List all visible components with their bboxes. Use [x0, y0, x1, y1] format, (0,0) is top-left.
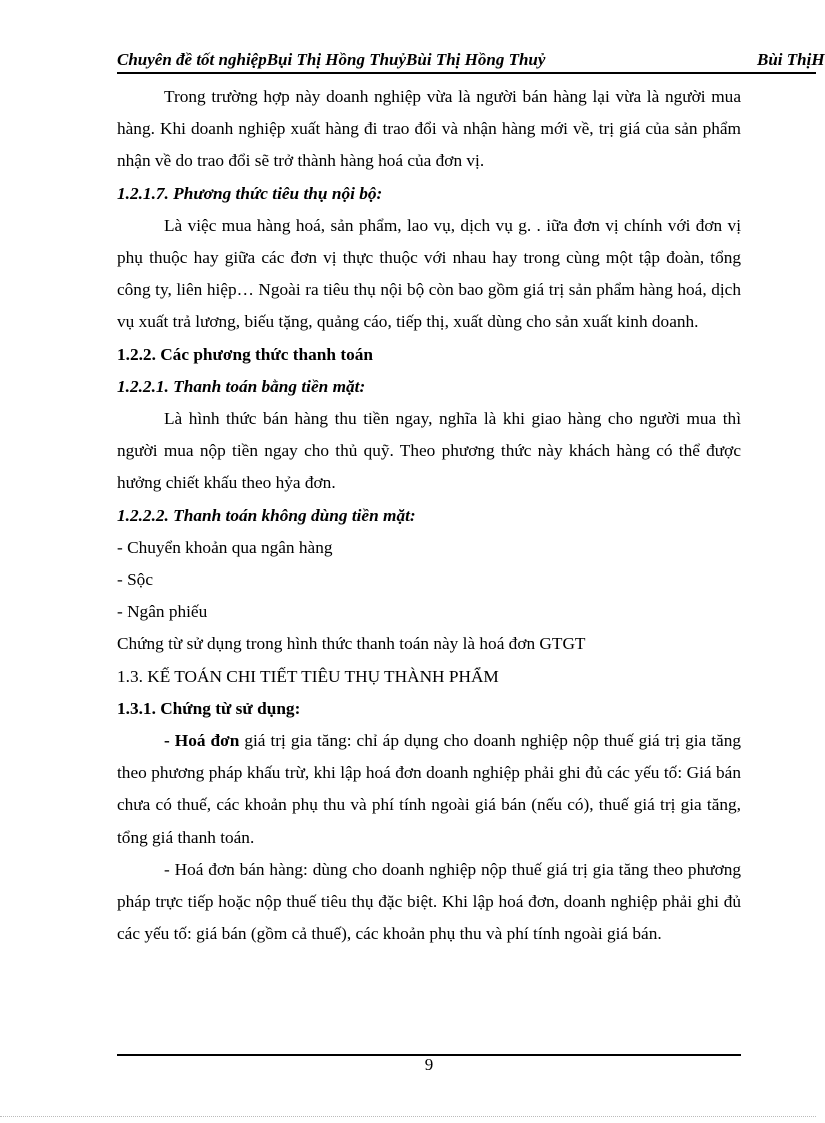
body-paragraph: - Hoá đơn bán hàng: dùng cho doanh nghiệp nộp thuế giá trị gia tăng theo phương pháp trực tiếp hoặc nộp thuế tiêu thụ đặc biệt. Khi lập hoá đơn, doanh nghiệp phải ghi đủ các yếu tố: giá bán (gồm cả thuế), các khoản phụ thu và phí tính ngoài giá bán.	[117, 859, 741, 944]
section-heading: 1.2.2. Các phương thức thanh toán	[117, 344, 373, 364]
document-body	[117, 81, 741, 950]
body-paragraph: Là hình thức bán hàng thu tiền ngay, nghĩa là khi giao hàng cho người mua thì người mua nộp tiền ngay cho thủ quỹ. Theo phương thức này khách hàng có thể được hưởng chiết khấu theo hỷa đơn.	[117, 409, 741, 493]
section-heading: 1.2.2.2. Thanh toán không dùng tiền mặt:	[117, 505, 416, 525]
body-paragraph: Là việc mua hàng hoá, sản phẩm, lao vụ, dịch vụ g. . iữa đơn vị chính với đơn vị phụ thuộc hay giữa các đơn vị thực thuộc với nhau hay trong cùng một tập đoàn, tổng công ty, liên hiệp… Ngoài ra tiêu thụ nội bộ còn bao gồm giá trị sản phẩm hàng hoá, dịch vụ xuất trả lương, biếu tặng, quảng cáo, tiếp thị, xuất dùng cho sản xuất kinh doanh.	[117, 215, 741, 332]
list-item: - Sộc	[117, 570, 153, 590]
section-heading: 1.2.1.7. Phương thức tiêu thụ nội bộ:	[117, 183, 383, 203]
section-heading: 1.3.1. Chứng từ sử dụng:	[117, 698, 301, 718]
header-author: Bùi ThịH	[757, 50, 825, 69]
section-heading: 1.2.2.1. Thanh toán bằng tiền mặt:	[117, 376, 366, 396]
page-number: 9	[424, 1055, 434, 1074]
section-heading: 1.3. KẾ TOÁN CHI TIẾT TIÊU THỤ THÀNH PHẨM	[117, 666, 499, 686]
body-paragraph: Chứng từ sử dụng trong hình thức thanh toán này là hoá đơn GTGT	[117, 634, 586, 654]
list-item: - Chuyển khoản qua ngân hàng	[117, 537, 333, 557]
body-text: giá trị gia tăng: chỉ áp dụng cho doanh nghiệp nộp thuế giá trị gia tăng theo phương pháp khấu trừ, khi lập hoá đơn doanh nghiệp phải ghi đủ các yếu tố: Giá bán chưa có thuế, các khoản phụ thu và phí tính ngoài giá bán (nếu có), thuế giá trị gia tăng, tổng giá thanh toán.	[117, 731, 741, 847]
list-item: - Ngân phiếu	[117, 602, 208, 622]
body-paragraph: Trong trường hợp này doanh nghiệp vừa là người bán hàng lại vừa là người mua hàng. Khi doanh nghiệp xuất hàng đi trao đổi và nhận hàng mới về, trị giá của sản phẩm nhận về do trao đổi sẽ trở thành hàng hoá của đơn vị.	[117, 87, 741, 171]
page-header	[117, 50, 825, 74]
header-title: Chuyên đề tốt nghiệpBụi Thị Hồng ThuỷBùi Thị Hồng Thuỷ	[117, 50, 546, 69]
body-paragraph	[117, 725, 741, 854]
page-bottom-border	[0, 1116, 816, 1117]
emphasis-text: - Hoá đơn	[164, 731, 240, 751]
